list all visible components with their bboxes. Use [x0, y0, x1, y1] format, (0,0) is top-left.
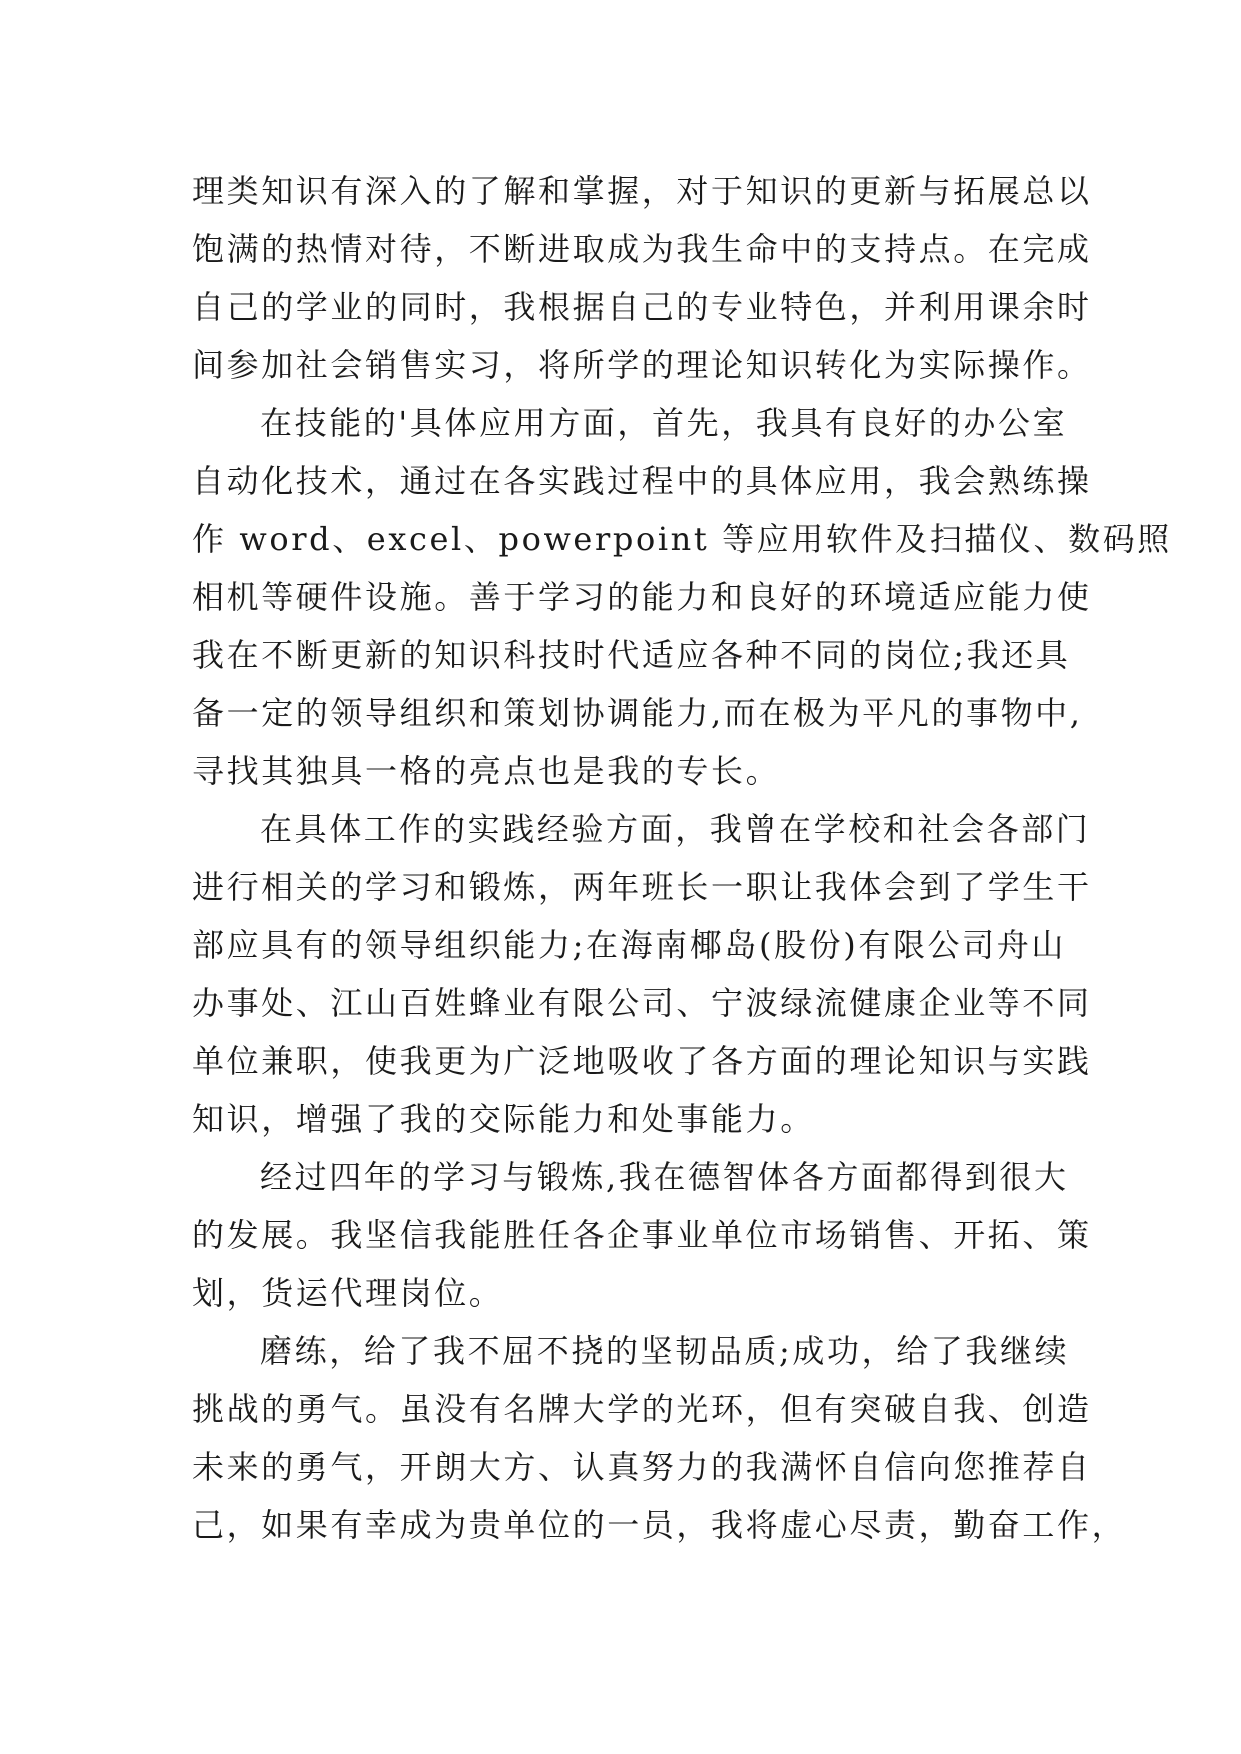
paragraph-development: [192, 1148, 1092, 1322]
text-line: 部应具有的领导组织能力;在海南椰岛(股份)有限公司舟山: [192, 926, 1066, 964]
paragraph-skills: [192, 394, 1172, 800]
text-line: 自己的学业的同时，我根据自己的专业特色，并利用课余时: [192, 288, 1092, 326]
text-line: 的发展。我坚信我能胜任各企事业单位市场销售、开拓、策: [192, 1216, 1092, 1254]
text-line: 我在不断更新的知识科技时代适应各种不同的岗位;我还具: [192, 636, 1071, 674]
text-line: 理类知识有深入的了解和掌握，对于知识的更新与拓展总以: [192, 172, 1092, 210]
text-line: 划，货运代理岗位。: [192, 1274, 504, 1312]
text-line: 寻找其独具一格的亮点也是我的专长。: [192, 752, 781, 790]
text-line: 未来的勇气，开朗大方、认真努力的我满怀自信向您推荐自: [192, 1448, 1092, 1486]
text-line: 作 word、excel、powerpoint 等应用软件及扫描仪、数码照: [192, 520, 1172, 558]
paragraph-continuation: [192, 162, 1092, 394]
text-line: 办事处、江山百姓蜂业有限公司、宁波绿流健康企业等不同: [192, 984, 1092, 1022]
paragraph-experience: [192, 800, 1092, 1148]
text-line: 经过四年的学习与锻炼,我在德智体各方面都得到很大: [260, 1158, 1069, 1196]
text-line: 自动化技术，通过在各实践过程中的具体应用，我会熟练操: [192, 462, 1092, 500]
text-line: 备一定的领导组织和策划协调能力,而在极为平凡的事物中,: [192, 694, 1083, 732]
text-line: 挑战的勇气。虽没有名牌大学的光环，但有突破自我、创造: [192, 1390, 1092, 1428]
paragraph-closing: [192, 1322, 1127, 1554]
text-line: 间参加社会销售实习，将所学的理论知识转化为实际操作。: [192, 346, 1092, 384]
text-line: 磨练，给了我不屈不挠的坚韧品质;成功，给了我继续: [260, 1332, 1070, 1370]
text-line: 在具体工作的实践经验方面，我曾在学校和社会各部门: [260, 810, 1091, 848]
text-line: 相机等硬件设施。善于学习的能力和良好的环境适应能力使: [192, 578, 1092, 616]
text-line: 在技能的'具体应用方面，首先，我具有良好的办公室: [260, 404, 1068, 442]
text-line: 己，如果有幸成为贵单位的一员，我将虚心尽责，勤奋工作，: [192, 1506, 1127, 1544]
text-line: 单位兼职，使我更为广泛地吸收了各方面的理论知识与实践: [192, 1042, 1092, 1080]
text-line: 饱满的热情对待，不断进取成为我生命中的支持点。在完成: [192, 230, 1092, 268]
text-line: 知识，增强了我的交际能力和处事能力。: [192, 1100, 815, 1138]
text-line: 进行相关的学习和锻炼，两年班长一职让我体会到了学生干: [192, 868, 1092, 906]
document-body: [192, 162, 1172, 1554]
